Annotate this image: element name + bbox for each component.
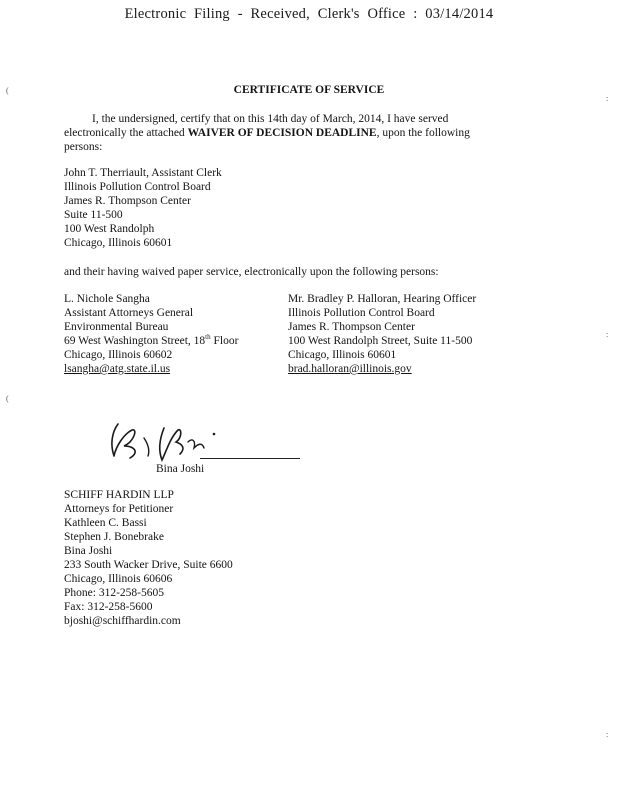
firm-line: Kathleen C. Bassi — [64, 517, 147, 529]
address-line: Suite 11-500 — [64, 209, 123, 221]
firm-line: Fax: 312-258-5600 — [64, 601, 153, 613]
address-line: John T. Therriault, Assistant Clerk — [64, 167, 222, 179]
address-line: Environmental Bureau — [64, 321, 169, 333]
address-line: 100 West Randolph Street, Suite 11-500 — [288, 335, 473, 347]
scan-mark: : — [606, 330, 609, 339]
signature-line — [200, 458, 300, 459]
recipient-left-address — [64, 292, 238, 376]
page-title: CERTIFICATE OF SERVICE — [233, 84, 385, 96]
address-line: Illinois Pollution Control Board — [288, 307, 435, 319]
intro-line-1: I, the undersigned, certify that on this 14th day of March, 2014, I have served — [92, 113, 449, 125]
email-link-sangha[interactable]: lsangha@atg.state.il.us — [64, 363, 171, 375]
firm-line: Phone: 312-258-5605 — [64, 587, 164, 599]
address-line: Chicago, Illinois 60602 — [64, 349, 173, 361]
intro-line-2-text: electronically the attached — [64, 127, 188, 139]
street-floor: Floor — [210, 335, 239, 347]
firm-email[interactable]: bjoshi@schiffhardin.com — [64, 615, 181, 627]
address-line: 100 West Randolph — [64, 223, 155, 235]
ordinal-suffix: th — [205, 333, 211, 342]
filing-header: Electronic Filing - Received, Clerk's Office : 03/14/2014 — [124, 6, 494, 22]
address-line: Chicago, Illinois 60601 — [64, 237, 173, 249]
address-line: Chicago, Illinois 60601 — [288, 349, 397, 361]
intro-line-3: persons: — [64, 141, 103, 153]
scan-mark: ( — [6, 394, 9, 403]
street-text: 69 West Washington Street, 18 — [64, 335, 206, 347]
scan-mark: : — [606, 730, 609, 739]
intro-line-2-tail: , upon the following — [376, 127, 470, 139]
document-title: WAIVER OF DECISION DEADLINE — [187, 127, 377, 139]
firm-line: Bina Joshi — [64, 545, 113, 557]
firm-line: Stephen J. Bonebrake — [64, 531, 164, 543]
address-line: Illinois Pollution Control Board — [64, 181, 211, 193]
address-line: Mr. Bradley P. Halloran, Hearing Officer — [288, 293, 477, 305]
firm-line: Chicago, Illinois 60606 — [64, 573, 173, 585]
recipient-1-address — [64, 166, 222, 250]
firm-address-block — [64, 488, 233, 628]
intro-line-2 — [64, 126, 470, 140]
email-link-halloran[interactable]: brad.halloran@illinois.gov — [288, 363, 412, 375]
scan-mark: : — [606, 94, 609, 103]
waived-service-text: and their having waived paper service, electronically upon the following persons: — [64, 266, 439, 278]
address-line — [64, 334, 238, 348]
address-line: Assistant Attorneys General — [64, 307, 194, 319]
firm-line: 233 South Wacker Drive, Suite 6600 — [64, 559, 233, 571]
firm-line: SCHIFF HARDIN LLP — [64, 489, 174, 501]
scan-mark: ( — [6, 86, 9, 95]
firm-line: Attorneys for Petitioner — [64, 503, 174, 515]
address-line: James R. Thompson Center — [288, 321, 415, 333]
address-line: James R. Thompson Center — [64, 195, 191, 207]
recipient-right-address — [288, 292, 476, 376]
address-line: L. Nichole Sangha — [64, 293, 150, 305]
signer-name: Bina Joshi — [156, 463, 205, 475]
